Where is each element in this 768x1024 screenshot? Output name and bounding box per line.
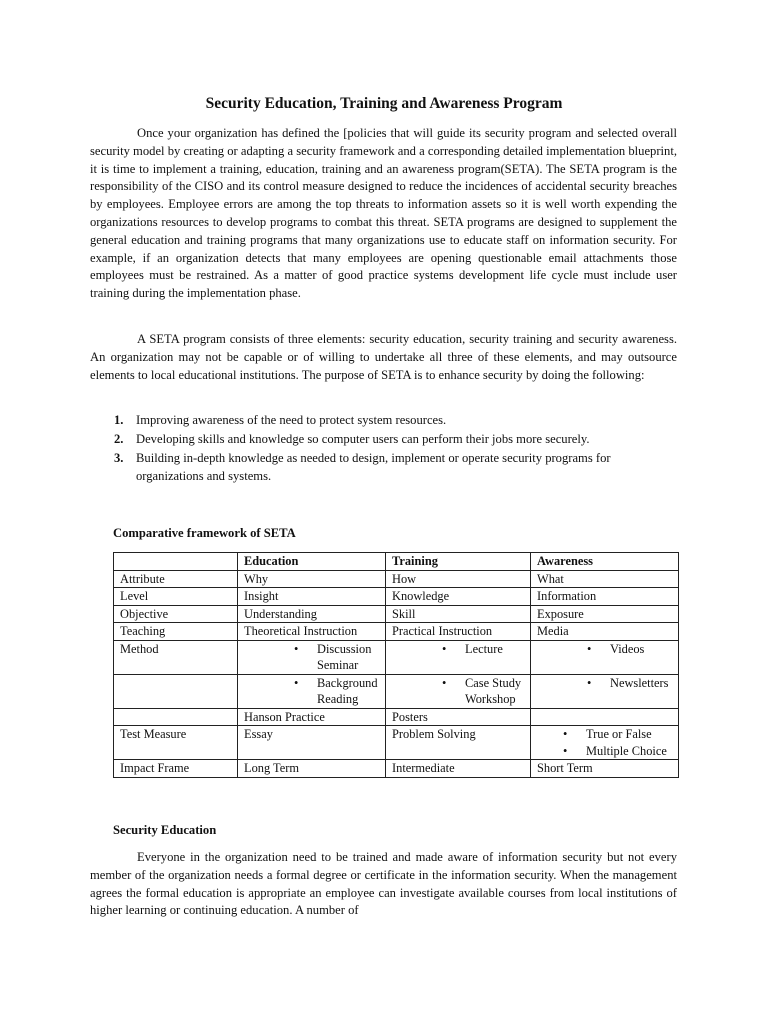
bullet-item: • Videos	[537, 641, 672, 658]
list-item: 2. Developing skills and knowledge so computer users can perform their jobs more securely.	[114, 432, 590, 446]
seta-purposes-list	[90, 411, 677, 486]
seta-comparison-table	[113, 552, 679, 778]
table-row: Objective Understanding Skill Exposure	[114, 605, 679, 623]
seta-elements-paragraph: A SETA program consists of three elements: security education, security training and security awareness. An organization may not be capable or of willing to undertake all three of these elements, and may outsource elements to local educational institutions. The purpose of SETA is to enhance security by doing the following:	[90, 332, 677, 382]
security-education-paragraph: Everyone in the organization need to be trained and made aware of information security but not every member of the organization needs a formal degree or certificate in the information security. When the management agrees the formal education is appropriate an employee can investigate available courses from local institutions of higher learning or continuing education. A number of	[90, 850, 677, 918]
bullet-item: • Case Study Workshop	[392, 675, 524, 708]
table-row: Impact Frame Long Term Intermediate Short Term	[114, 760, 679, 778]
table-heading: Comparative framework of SETA	[113, 526, 296, 540]
intro-paragraph: Once your organization has defined the [policies that will guide its security program and selected overall security model by creating or adapting a security framework and a corresponding detailed implementation blueprint, it is time to implement a training, education, training and an awareness program(SETA). The SETA program is the responsibility of the CISO and its control measure designed to reduce the incidences of accidental security breaches by employees. Employee errors are among the top threats to information assets so it is well worth expending the organizations resources to develop programs to combat this threat. SETA programs are designed to supplement the general education and training programs that many organizations use to educate staff on information security. For example, if an organization detects that many employees are opening questionable email attachments those employees must be restrained. As a matter of good practice systems development life cycle must include user training during the implementation phase.	[90, 126, 677, 301]
bullet-item: • Lecture	[392, 641, 524, 658]
bullet-item: • Multiple Choice	[537, 743, 672, 760]
table-row: Test Measure Essay Problem Solving • True or False • Multiple Choice	[114, 726, 679, 760]
page-title: Security Education, Training and Awareness Program	[205, 95, 563, 112]
section-heading-security-education: Security Education	[113, 823, 217, 837]
table-row: Attribute Why How What	[114, 570, 679, 588]
header-training: Training	[386, 553, 531, 571]
bullet-item: • True or False	[537, 726, 672, 743]
table-row: Hanson Practice Posters	[114, 708, 679, 726]
table-header-row	[114, 553, 679, 571]
bullet-item: • Background Reading	[244, 675, 379, 708]
table-row: Level Insight Knowledge Information	[114, 588, 679, 606]
bullet-item: • Newsletters	[537, 675, 672, 692]
list-item: 3. Building in-depth knowledge as needed to design, implement or operate security programs for organizations and systems.	[114, 451, 611, 483]
table-row: Method • Discussion Seminar • Lecture • Videos	[114, 640, 679, 674]
table-row: Teaching Theoretical Instruction Practical Instruction Media	[114, 623, 679, 641]
header-awareness: Awareness	[531, 553, 679, 571]
header-education: Education	[238, 553, 386, 571]
bullet-item: • Discussion Seminar	[244, 641, 379, 674]
table-row	[114, 674, 679, 708]
list-item: 1. Improving awareness of the need to protect system resources.	[114, 413, 447, 427]
